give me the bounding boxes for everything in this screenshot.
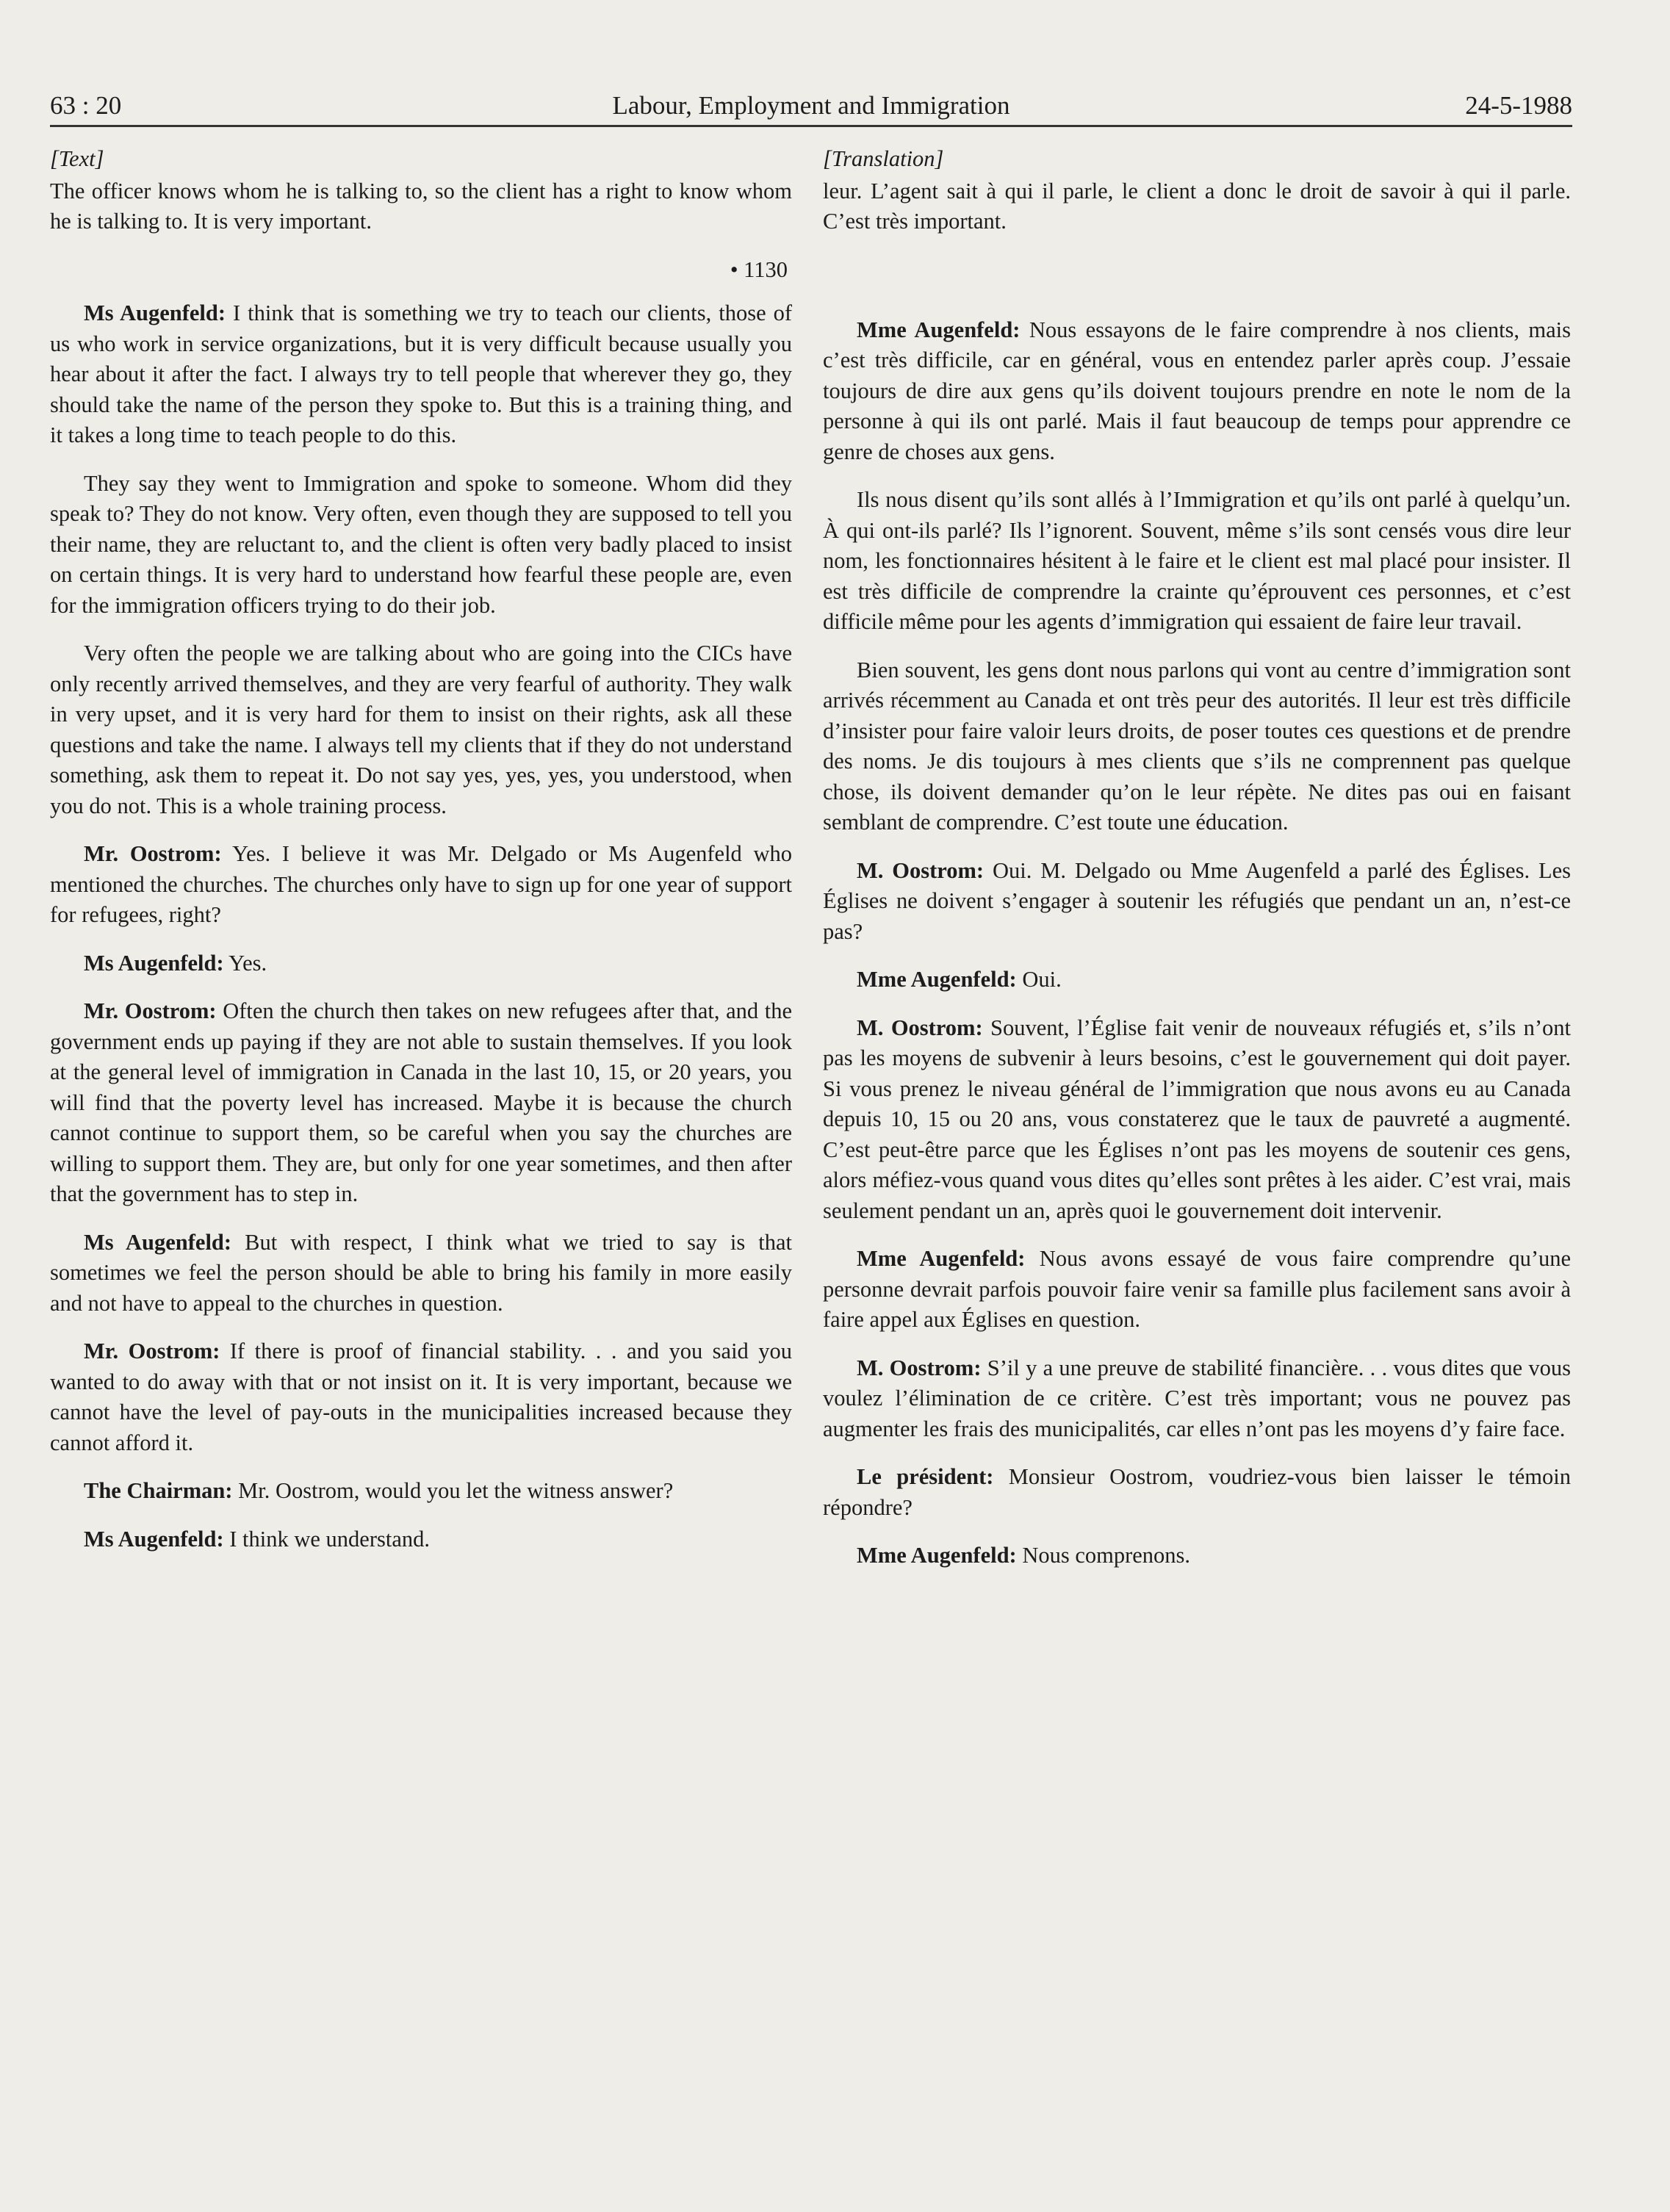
speech-paragraph bbox=[50, 1476, 792, 1507]
speaker-name: M. Oostrom: bbox=[857, 1015, 983, 1040]
speech-text: Often the church then takes on new refugees after that, and the government ends up paying if they are not able to sustain themselves. If you look at the general level of immigration in Canada in the last 10, 15, or 20 years, you will find that the poverty level has increased. Maybe it is because the church cannot continue to support them, so be careful when you say the churches are willing to support them. They are, but only for one year sometimes, and then after that the government has to step in. bbox=[50, 998, 793, 1206]
english-column bbox=[50, 144, 792, 1572]
speech-text: Yes. bbox=[223, 950, 267, 976]
speech-text: Very often the people we are talking about who are going into the CICs have only recently arrived themselves, and they are very fearful of authority. They walk in very upset, and it is very hard for them to insist on their rights, ask all these questions and take the name. I always tell my clients that if they do not understand something, ask them to repeat it. Do not say yes, yes, yes, you understood, when you do not. This is a whole training process. bbox=[50, 641, 792, 818]
speaker-name: Ms Augenfeld: bbox=[84, 1526, 224, 1552]
speech-text: Souvent, l’Église fait venir de nouveaux réfugiés et, s’ils n’ont pas les moyens de subvenir à leurs besoins, c’est le gouvernement qui doit payer. Si vous prenez le niveau général de l’immigration que nous avons eu au Canada depuis 10, 15 ou 20 ans, vous constaterez que le taux de pauvreté a augmenté. C’est peut-être parce que les Églises n’ont pas les moyens de soutenir ces gens, alors méfiez-vous quand vous dites qu’elles sont prêtes à les aider. C’est vrai, mais seulement pendant un an, après quoi le gouvernement doit intervenir. bbox=[823, 1015, 1572, 1223]
speech-paragraph bbox=[50, 996, 792, 1210]
speech-paragraph bbox=[823, 856, 1571, 948]
speaker-name: Mme Augenfeld: bbox=[857, 967, 1017, 992]
intro-paragraph: leur. L’agent sait à qui il parle, le client a donc le droit de savoir à qui il parle. C’est très important. bbox=[823, 178, 1571, 234]
speech-paragraph bbox=[823, 1244, 1571, 1336]
speaker-name: Ms Augenfeld: bbox=[84, 1229, 232, 1255]
speech-paragraph bbox=[823, 965, 1571, 995]
speech-text: Nous avons essayé de vous faire comprendre qu’une personne devrait parfois pouvoir faire venir sa famille plus facilement sans avoir à faire appel aux Églises en question. bbox=[823, 1246, 1572, 1332]
page-title: Labour, Employment and Immigration bbox=[612, 91, 1010, 120]
speech-text: Yes. I believe it was Mr. Delgado or Ms Augenfeld who mentioned the churches. The churches only have to sign up for one year of support for refugees, right? bbox=[50, 841, 792, 927]
speaker-name: Mr. Oostrom: bbox=[84, 1339, 220, 1363]
speech-paragraph bbox=[50, 1336, 792, 1458]
speech-paragraph bbox=[823, 1541, 1571, 1571]
speech-text: But with respect, I think what we tried to say is that sometimes we feel the person should be able to bring his family in more easily and not have to appeal to the churches in question. bbox=[50, 1229, 793, 1316]
speech-text: Nous comprenons. bbox=[1016, 1543, 1191, 1568]
column-tag: [Text] bbox=[50, 146, 104, 171]
speech-text: Ils nous disent qu’ils sont allés à l’Immigration et qu’ils ont parlé à quelqu’un. À qui ont-ils parlé? Ils l’ignorent. Souvent, même s’ils sont censés vous dire leur nom, les fonctionnaires hésitent à le faire et le client est mal placé pour insister. Il est très difficile de comprendre la crainte qu’éprouvent ces personnes, et c’est difficile même pour les agents d’immigration qui essaient de faire leur travail. bbox=[823, 487, 1571, 634]
speaker-name: Mme Augenfeld: bbox=[857, 1246, 1026, 1271]
speech-text: Mr. Oostrom, would you let the witness answer? bbox=[232, 1478, 674, 1503]
speech-paragraph bbox=[823, 1462, 1571, 1523]
intro-paragraph: The officer knows whom he is talking to, so the client has a right to know whom he is talking to. It is very important. bbox=[50, 178, 792, 234]
speech-paragraph bbox=[50, 638, 792, 821]
speech-paragraph bbox=[823, 485, 1571, 638]
speech-paragraph bbox=[50, 298, 792, 451]
speech-text: S’il y a une preuve de stabilité financière. . . vous dites que vous voulez l’élimination de ce critère. C’est très important; vous ne pouvez pas augmenter les frais des municipalités, car elles n’ont pas les moyens d’y faire face. bbox=[823, 1355, 1572, 1441]
speech-paragraph bbox=[823, 1013, 1571, 1227]
speaker-name: M. Oostrom: bbox=[857, 1355, 982, 1380]
french-column bbox=[823, 144, 1571, 1589]
speaker-name: Mr. Oostrom: bbox=[84, 841, 222, 866]
speaker-name: Mme Augenfeld: bbox=[857, 1543, 1017, 1568]
page-date: 24-5-1988 bbox=[1465, 91, 1572, 120]
speech-text: Oui. bbox=[1016, 967, 1062, 992]
speech-text: I think that is something we try to teach our clients, those of us who work in service organizations, but it is very difficult because usually you hear about it after the fact. I always try to tell people that wherever they go, they should take the name of the person they spoke to. But this is a training thing, and it takes a long time to teach people to do this. bbox=[50, 300, 793, 447]
speaker-name: The Chairman: bbox=[84, 1478, 233, 1503]
speaker-name: Mme Augenfeld: bbox=[857, 317, 1021, 342]
speaker-name: Le président: bbox=[857, 1464, 994, 1489]
speech-paragraph bbox=[50, 1228, 792, 1319]
speaker-name: Ms Augenfeld: bbox=[84, 300, 226, 325]
speaker-name: Mr. Oostrom: bbox=[84, 998, 217, 1023]
speech-text: Monsieur Oostrom, voudriez-vous bien laisser le témoin répondre? bbox=[823, 1464, 1571, 1520]
speech-paragraph bbox=[50, 948, 792, 979]
speaker-name: Ms Augenfeld: bbox=[84, 950, 224, 976]
speech-paragraph bbox=[50, 469, 792, 622]
speech-text: Bien souvent, les gens dont nous parlons qui vont au centre d’immigration sont arrivés récemment au Canada et ont très peur des autorités. Il leur est très difficile d’insister pour faire valoir leurs droits, de poser toutes ces questions et de prendre des noms. Je dis toujours à mes clients que s’ils ne comprennent pas quelque chose, ils doivent demander qu’on le leur répète. Ne dites pas oui en faisant semblant de comprendre. C’est toute une éducation. bbox=[823, 657, 1571, 835]
speaker-name: M. Oostrom: bbox=[857, 857, 985, 883]
speech-paragraph bbox=[823, 315, 1571, 468]
speech-paragraph bbox=[50, 839, 792, 931]
speech-text: They say they went to Immigration and spoke to someone. Whom did they speak to? They do not know. Very often, even though they are supposed to tell you their name, they are reluctant to, and the client is often very badly placed to insist on certain things. It is very hard to understand how fearful these people are, even for the immigration officers trying to do their job. bbox=[50, 470, 792, 618]
speech-paragraph bbox=[823, 1353, 1571, 1445]
speech-paragraph bbox=[823, 655, 1571, 838]
speech-text: Nous essayons de le faire comprendre à nos clients, mais c’est très difficile, car en général, vous en entendez parler après coup. J’essaie toujours de dire aux gens qu’ils doivent toujours prendre en note le nom de la personne à qui ils ont parlé. Mais il faut beaucoup de temps pour apprendre ce genre de choses aux gens. bbox=[823, 317, 1572, 464]
speech-text: Oui. M. Delgado ou Mme Augenfeld a parlé des Églises. Les Églises ne doivent s’engager à soutenir les réfugiés que pendant un an, n’est-ce pas? bbox=[823, 857, 1571, 944]
speech-text: If there is proof of financial stability. . . and you said you wanted to do away with that or not insist on it. It is very important, because we cannot have the level of pay-outs in the municipalities increased because they cannot afford it. bbox=[50, 1339, 792, 1455]
time-marker: • 1130 bbox=[730, 256, 788, 282]
page-number: 63 : 20 bbox=[50, 91, 122, 120]
speech-paragraph bbox=[50, 1524, 792, 1555]
spacer bbox=[823, 255, 1571, 315]
running-header bbox=[50, 87, 1572, 127]
column-tag: [Translation] bbox=[823, 146, 944, 171]
speech-text: I think we understand. bbox=[223, 1526, 430, 1552]
